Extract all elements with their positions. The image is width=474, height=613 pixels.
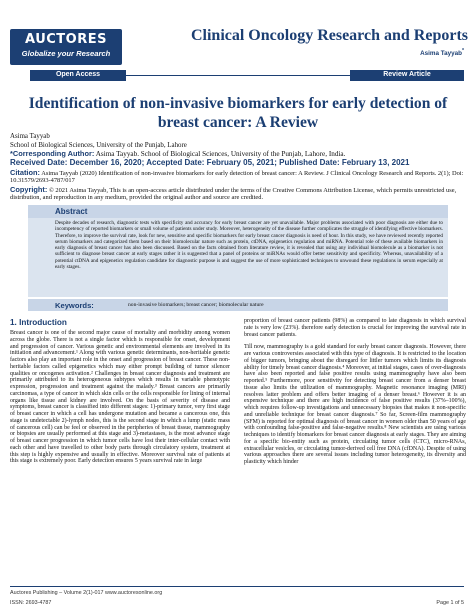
corresponding-label: *Corresponding Author: — [10, 150, 95, 158]
keywords-text: non-invasive biomarkers; breast cancer; biomolecular nature — [128, 302, 264, 308]
article-dates: Received Date: December 16, 2020; Accepted Date: February 05, 2021; Published Date: February 13, 2021 — [10, 159, 410, 167]
citation-text: Asima Tayyab (2020) Identification of non-invasive biomarkers for early detection of breast cancer: A Review. J Clinical Oncology Research and Reports. 2(1); Doi: 10.31579/2693-4787/017 — [10, 169, 464, 185]
copyright-label: Copyright: — [10, 185, 48, 194]
abstract-box — [28, 205, 448, 297]
copyright — [10, 186, 468, 202]
abstract-text: Despite decades of research, diagnostic tests with specificity and accuracy for early breast cancer are yet unavailable. Major problems associated with poor diagnosis are either due to incompetency of reported biomarkers or small volume of patients under study. Moreover, heterogeneity of the disease further complicates the struggle of identifying effective biomarkers. Therefore, to improve the survival rate, look for new, sensitive and specific biomarkers for early breast cancer diagnosis is need of hour. In this study, we have reviewed recently reported serum biomarkers and categorized them based on their biomolecular nature such as protein, ctDNA, epigenetics regulation and miRNA. Potential role of these available biomarkers in early diagnosis of breast cancer has also been discussed. Based on the facts obtained from literature review, it is revealed that using any individual biomolecule as a biomarker is not sufficient to diagnose breast cancer at early stages rather it is suggested that a panel of proteins or miRNAs would offer better sensitivity and specificity. Whereas, unavailability of a potential ctDNA and epigenetics regulation candidate for diagnostic purpose is and suggest the use of more sophisticated techniques to unwound these regulations in serum especially at early stages. — [55, 220, 443, 271]
running-author: Asima Tayyab* — [420, 48, 464, 58]
logo-tagline: Globalize your Research — [21, 49, 111, 58]
running-author-name: Asima Tayyab — [420, 50, 462, 58]
body-paragraph: Till now, mammography is a gold standard for early breast cancer diagnosis. However, there are various controversies associated with this type of diagnosis. It is restricted to the location of bigger tumors, bringing about the disregard for littler tumors which limits its diagnosis ability for timely breast cancer diagnosis.⁴ Moreover, at initial stages, cases of over-diagnosis have also been reported and false positive results using mammography have also been reported.⁵ Furthermore, poor sensitivity for detecting breast cancer from a denser breast tissue also limits the utilization of mammography. Magnetic resonance imaging (MRI) resolves latter problem and offers better imaging of a denser breast.⁶ However it is an expensive technique and there are high incidence of false positive results (37%–100%), which requires follow-up investigations and unnecessary biopsies that makes it non-specific and unreliable technique for breast cancer diagnosis.⁷ So far, Screen-film mammography (SFM) is reported for optimal diagnosis of breast cancer in women older than 50 years of age with confounding false-positive and false-negative results.⁸ New scientists are using various techniques to identify biomarkers for breast cancer diagnosis at early stages. They are aiming for a specific bio-entity such as protein, circulating tumor cells (CTC), micro-RNAs, extracellular vesicles, or circulating tumor-derived cell free DNA (cfDNA). Despite of using various approaches there are several issues including tumor heterogeneity, its diversity and plasticity which hinder — [244, 344, 466, 465]
logo-name: AUCTORES — [25, 32, 107, 47]
page-number: Page 1 of 5 — [436, 600, 464, 606]
author-name: Asima Tayyab — [10, 133, 50, 140]
corresponding-text: Asima Tayyab. School of Biological Sciences, University of the Punjab, Lahore, India. — [95, 150, 346, 158]
journal-title: Clinical Oncology Research and Reports — [190, 27, 468, 44]
footer-publisher: Auctores Publishing – Volume 2(1)-017 www.auctoresonline.org — [10, 590, 163, 596]
corresponding-author — [10, 150, 468, 159]
article-type-label: Review Article — [383, 71, 431, 78]
citation-label: Citation: — [10, 168, 40, 177]
copyright-text: © 2021 Asima Tayyab, This is an open-access article distributed under the terms of the Creative Commons Attribution License, which permits unrestricted use, distribution, and reproduction in any medium, provided the original author and source are credited. — [10, 186, 457, 202]
body-left-column — [10, 330, 230, 465]
abstract-header — [28, 205, 448, 218]
footer-divider — [10, 586, 464, 587]
article-type-band — [350, 70, 464, 81]
body-right-column — [244, 318, 466, 466]
publisher-logo — [10, 29, 122, 65]
footer-issn: ISSN: 2693-4787 — [10, 600, 52, 606]
author-affiliation: School of Biological Sciences, University of the Punjab, Lahore — [10, 141, 187, 149]
open-access-band — [30, 70, 126, 81]
header-divider — [126, 75, 350, 76]
open-access-label: Open Access — [55, 71, 101, 78]
body-paragraph: Breast cancer is one of the second major cause of mortality and morbidity among women across the globe. There is not a single factor which is responsible for onset, development and progression of cancer. Various genetic and environmental elements are involved in its initiation and advancement.¹ Along with various genetic determinants, non-heritable genetic factors also play an important role in the onset and progression of breast cancer. These non-heritable factors called epigenetics which may either prompt building of tumor silencer qualities or oncogenes activation.² Challenges in breast cancer diagnosis and treatment are primarily attributed to its heterogeneous subtypes which results in variable phenotypic expression, progression and treatment against the malady.³ Breast cancers are primarily carcinomas, a type of cancer in which skin cells or the cells responsible for lining of internal organs like tissue and kidney are involved. On the basis of severity of disease and symptoms, breast cancer is classified into different stages: 1)-primary tumor, very first stage of breast cancer in which a cell has undergone mutation and became a cancerous one, this stage is undetectable 2)-lymph nodes, this is the second stage in which a lump (static mass of cancerous cell) can be feel or observed in the peripheries of breast tissue, mammography or biopsies are usually performed at this stage and 3)-metastases, is the most advance stage of breast cancer progression in which tumor cells have lost their inter-cellular contact with each other and have travelled to other body parts through circulatory system, treatment at this step is highly expensive and usually in effective. Moreover survival rate of patients at this stage is extremely poor. Early detection ensures 5 years survival rate in large — [10, 330, 230, 465]
section-heading: 1. Introduction — [10, 318, 67, 327]
keywords-box — [28, 299, 448, 311]
body-paragraph: proportion of breast cancer patients (98%) as compared to late diagnosis in which survival rate is very low (23%). therefore early detection is crucial for improving the survival rate in breast cancer patients. — [244, 318, 466, 338]
paper-title: Identification of non-invasive biomarkers for early detection of breast cancer: A Review — [28, 95, 448, 131]
abstract-heading: Abstract — [55, 207, 88, 216]
citation — [10, 169, 468, 185]
keywords-label: Keywords: — [55, 301, 94, 310]
